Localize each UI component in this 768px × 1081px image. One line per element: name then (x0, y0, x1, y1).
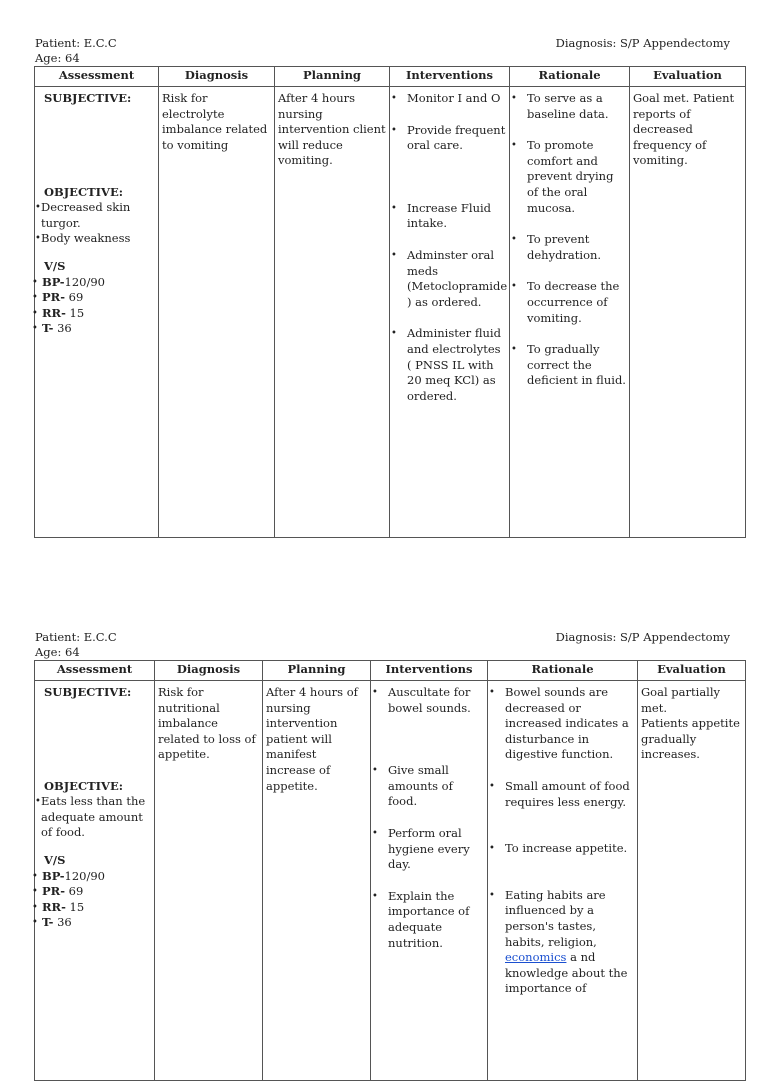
rationale-item: • Eating habits are influenced by a person's tastes, habits, religion, economics a nd knowledge about the importance of (491, 888, 634, 997)
interventions-cell (371, 681, 488, 1081)
vital-t: • T- 36 (37, 321, 155, 337)
intervention-item: • Explain the importance of adequate nutrition. (374, 889, 484, 951)
vital-rr: • RR- 15 (37, 900, 151, 916)
evaluation-line: Goal partially met. (641, 685, 721, 715)
planning-cell: After 4 hours nursing intervention client will reduce vomiting. (275, 87, 390, 538)
vital-rr: • RR- 15 (37, 306, 155, 322)
intervention-item: • Increase Fluid intake. (393, 201, 506, 232)
rationale-item: • Small amount of food requires less energy. (491, 779, 634, 810)
patient-name: Patient: E.C.C (35, 630, 117, 644)
rationale-item: • To gradually correct the deficient in fluid. (513, 342, 626, 389)
patient-age: Age: 64 (35, 645, 80, 659)
rationale-item: • To prevent dehydration. (513, 232, 626, 263)
diagnosis-cell: Risk for nutritional imbalance related to loss of appetite. (155, 681, 263, 1081)
diagnosis-header: Diagnosis: S/P Appendectomy (555, 36, 730, 50)
objective-label: OBJECTIVE: (44, 778, 123, 793)
diagnosis-header: Diagnosis: S/P Appendectomy (555, 630, 730, 644)
intervention-item: • Administer fluid and electrolytes ( PNSS IL with 20 meq KCl) as ordered. (393, 326, 506, 404)
col-header-rationale: Rationale (488, 661, 638, 681)
col-header-planning: Planning (263, 661, 371, 681)
subjective-label: SUBJECTIVE: (44, 91, 132, 105)
planning-cell: After 4 hours of nursing intervention patient will manifest increase of appetite. (263, 681, 371, 1081)
assessment-cell (35, 681, 155, 1081)
intervention-item: • Monitor I and O (393, 91, 506, 107)
patient-age: Age: 64 (35, 51, 80, 65)
vital-pr: • PR- 69 (37, 884, 151, 900)
intervention-item: • Auscultate for bowel sounds. (374, 685, 484, 716)
col-header-interventions: Interventions (390, 67, 510, 87)
interventions-cell (390, 87, 510, 538)
rationale-item: • To serve as a baseline data. (513, 91, 626, 122)
vital-bp: • BP-120/90 (37, 869, 151, 885)
intervention-item: • Perform oral hygiene every day. (374, 826, 484, 873)
intervention-item: • Give small amounts of food. (374, 763, 484, 810)
col-header-assessment: Assessment (35, 661, 155, 681)
plan-header (35, 630, 744, 660)
rationale-cell (510, 87, 630, 538)
vital-pr: • PR- 69 (37, 290, 155, 306)
care-plan-table (34, 660, 746, 1081)
assessment-cell (35, 87, 159, 538)
col-header-diagnosis: Diagnosis (155, 661, 263, 681)
vital-bp: • BP-120/90 (37, 275, 155, 291)
col-header-diagnosis: Diagnosis (159, 67, 275, 87)
rationale-item: • To decrease the occurrence of vomiting. (513, 279, 626, 326)
objective-item: • Body weakness (37, 231, 155, 247)
vs-label: V/S (44, 852, 66, 867)
objective-item: • Eats less than the adequate amount of food. (37, 794, 151, 841)
intervention-item: • Provide frequent oral care. (393, 123, 506, 154)
diagnosis-cell: Risk for electrolyte imbalance related to vomiting (159, 87, 275, 538)
subjective-label: SUBJECTIVE: (44, 685, 132, 699)
evaluation-line: Patients appetite gradually increases. (641, 716, 740, 762)
col-header-evaluation: Evaluation (630, 67, 746, 87)
objective-item: • Decreased skin turgor. (37, 200, 155, 231)
plan-header (35, 36, 744, 66)
table-row (35, 681, 746, 1081)
col-header-interventions: Interventions (371, 661, 488, 681)
vs-label: V/S (44, 258, 66, 273)
vital-t: • T- 36 (37, 915, 151, 931)
evaluation-cell (638, 681, 746, 1081)
col-header-rationale: Rationale (510, 67, 630, 87)
table-row (35, 87, 746, 538)
col-header-planning: Planning (275, 67, 390, 87)
rationale-item: • To promote comfort and prevent drying of the oral mucosa. (513, 138, 626, 216)
patient-name: Patient: E.C.C (35, 36, 117, 50)
table-header-row (35, 67, 746, 87)
care-plan-table (34, 66, 746, 538)
evaluation-cell: Goal met. Patient reports of decreased frequency of vomiting. (630, 87, 746, 538)
rationale-cell (488, 681, 638, 1081)
economics-link[interactable]: economics (505, 950, 567, 965)
col-header-assessment: Assessment (35, 67, 159, 87)
table-header-row (35, 661, 746, 681)
objective-label: OBJECTIVE: (44, 184, 123, 199)
rationale-item: • Bowel sounds are decreased or increased indicates a disturbance in digestive function. (491, 685, 634, 763)
col-header-evaluation: Evaluation (638, 661, 746, 681)
intervention-item: • Adminster oral meds (Metoclopramide ) as ordered. (393, 248, 506, 310)
rationale-item: • To increase appetite. (491, 841, 634, 857)
